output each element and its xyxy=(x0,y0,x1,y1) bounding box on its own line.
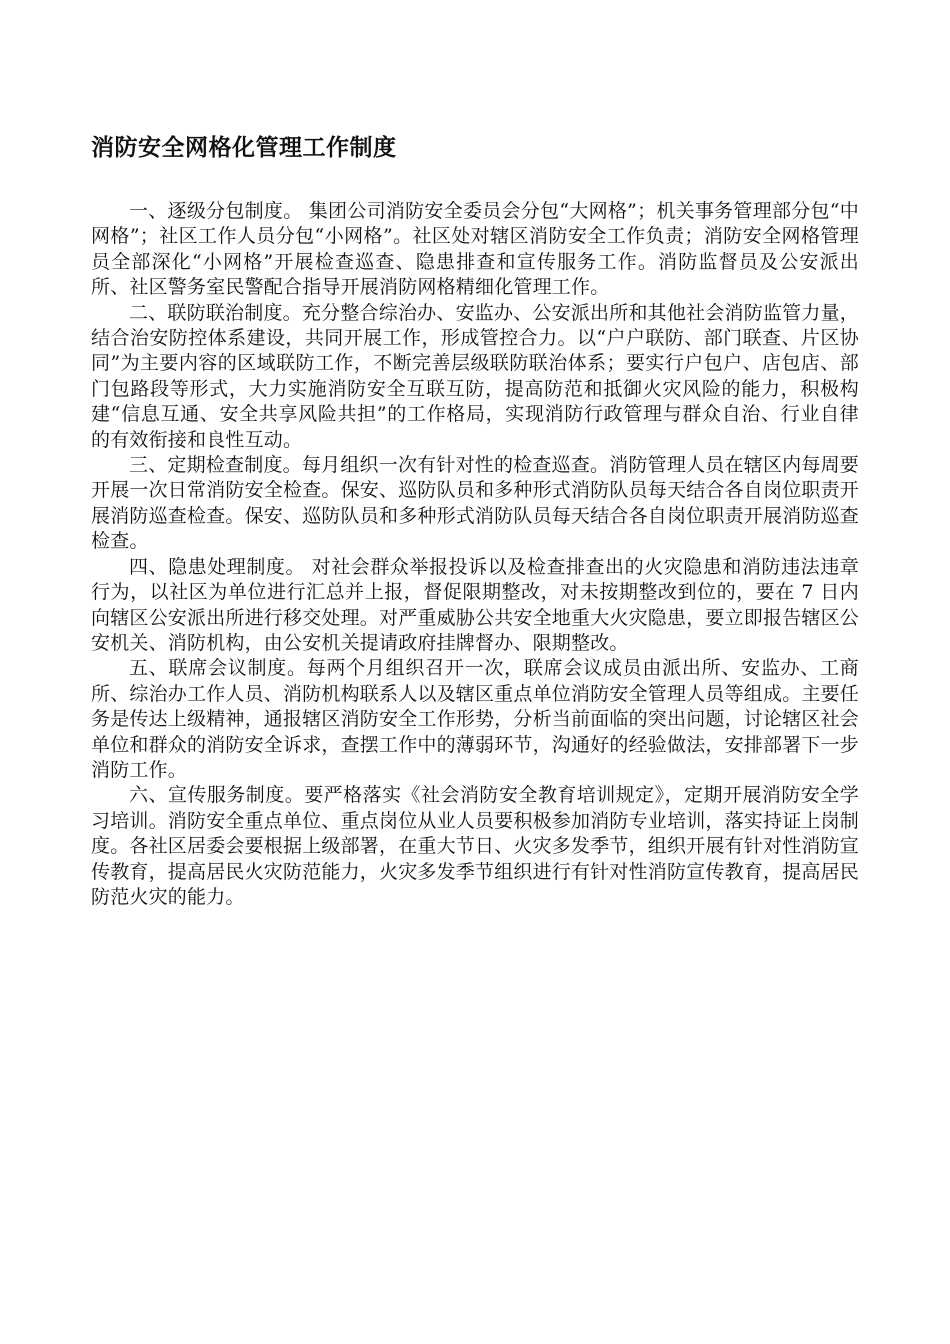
paragraph-hazard-handling: 四、隐患处理制度。 对社会群众举报投诉以及检查排查出的火灾隐患和消防违法违章行为，以社区为单位进行汇总并上报，督促限期整改，对未按期整改到位的，要在 7 日内向辖区公安派出所进行移交处理。对严重威胁公共安全地重大火灾隐患，要立即报告辖区公安机关、消防机构，由公安机关提请政府挂牌督办、限期整改。 xyxy=(91,555,860,654)
paragraph-joint-meeting: 五、联席会议制度。每两个月组织召开一次，联席会议成员由派出所、安监办、工商所、综治办工作人员、消防机构联系人以及辖区重点单位消防安全管理人员等组成。主要任务是传达上级精神，通报辖区消防安全工作形势，分析当前面临的突出问题，讨论辖区社会单位和群众的消防安全诉求，查摆工作中的薄弱环节，沟通好的经验做法，安排部署下一步消防工作。 xyxy=(91,657,860,781)
document-body xyxy=(91,199,859,910)
paragraph-regular-inspection: 三、定期检查制度。每月组织一次有针对性的检查巡查。消防管理人员在辖区内每周要开展一次日常消防安全检查。保安、巡防队员和多种形式消防队员每天结合各自岗位职责开展消防巡查检查。保安、巡防队员和多种形式消防队员每天结合各自岗位职责开展消防巡查检查。 xyxy=(91,454,860,553)
paragraph-publicity-service: 六、宣传服务制度。要严格落实《社会消防安全教育培训规定》，定期开展消防安全学习培训。消防安全重点单位、重点岗位从业人员要积极参加消防专业培训，落实持证上岗制度。各社区居委会要根据上级部署，在重大节日、火灾多发季节，组织开展有针对性消防宣传教育，提高居民火灾防范能力，火灾多发季节组织进行有针对性消防宣传教育，提高居民防范火灾的能力。 xyxy=(91,784,860,908)
paragraph-tiered-contracting: 一、逐级分包制度。 集团公司消防安全委员会分包“大网格”；机关事务管理部分包“中网格”；社区工作人员分包“小网格”。社区处对辖区消防安全工作负责；消防安全网格管理员全部深化“小网格”开展检查巡查、隐患排查和宣传服务工作。消防监督员及公安派出所、社区警务室民警配合指导开展消防网格精细化管理工作。 xyxy=(91,200,859,299)
paragraph-joint-defense: 二、联防联治制度。充分整合综治办、安监办、公安派出所和其他社会消防监管力量，结合治安防控体系建设，共同开展工作，形成管控合力。以“户户联防、部门联查、片区协同”为主要内容的区域联防工作，不断完善层级联防联治体系；要实行户包户、店包店、部门包路段等形式，大力实施消防安全互联互防，提高防范和抵御火灾风险的能力，积极构建“信息互通、安全共享风险共担”的工作格局，实现消防行政管理与群众自治、行业自律的有效衔接和良性互动。 xyxy=(91,301,859,451)
document-title: 消防安全网格化管理工作制度 xyxy=(91,134,397,161)
